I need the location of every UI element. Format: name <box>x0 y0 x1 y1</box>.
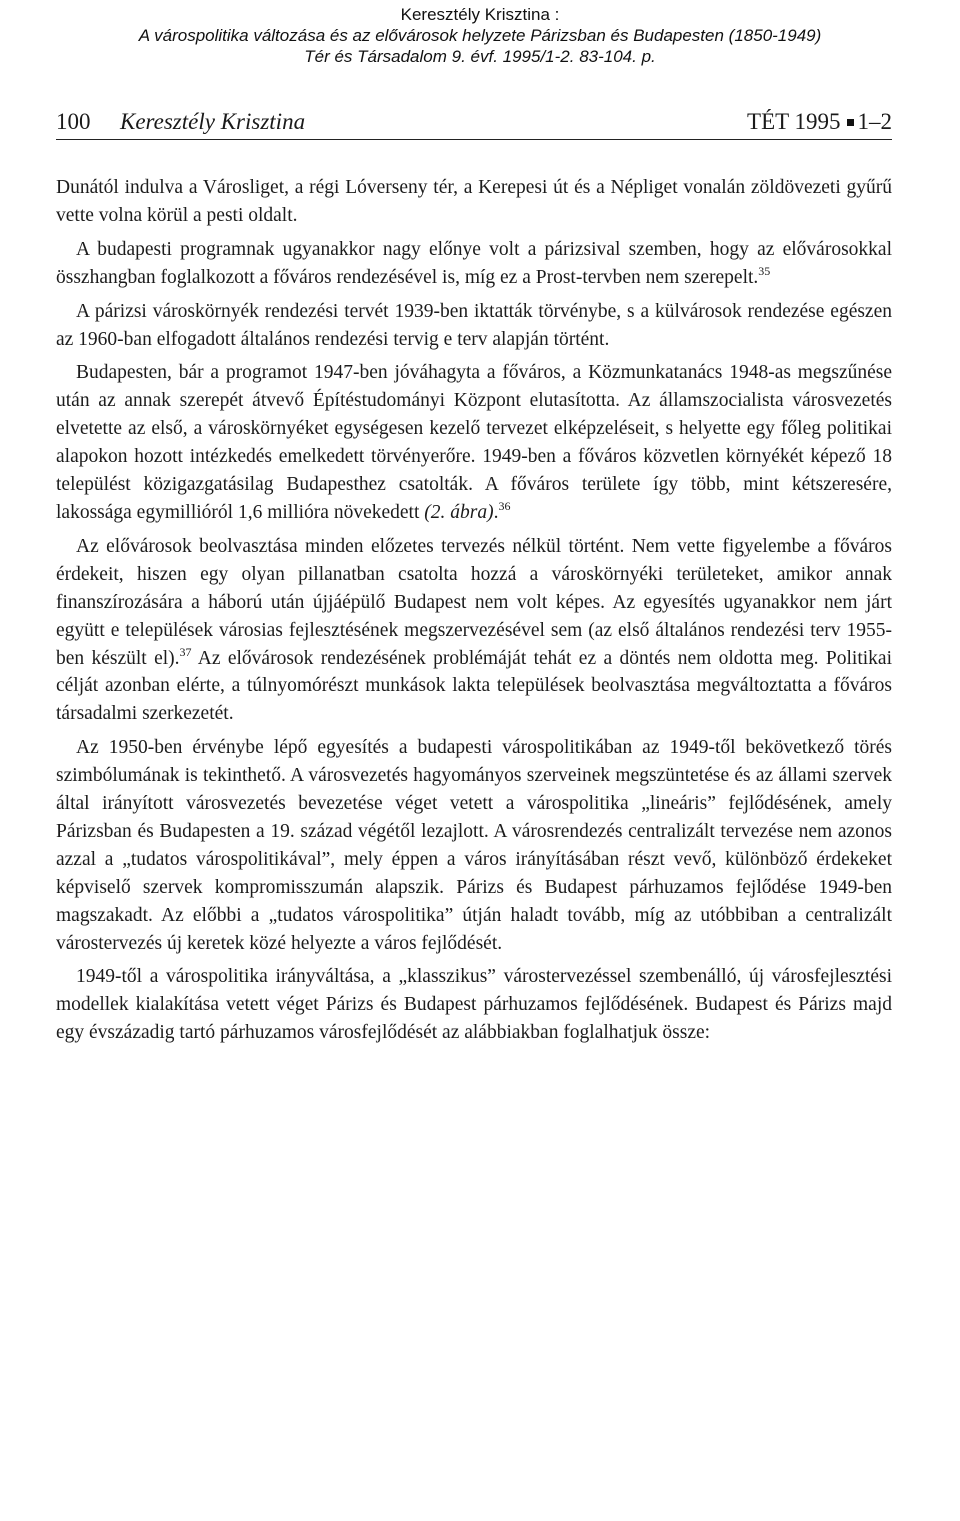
paragraph <box>56 174 892 230</box>
paragraph <box>56 963 892 1047</box>
paragraph-text: 1949-től a várospolitika irányváltása, a „klasszikus” várostervezéssel szembenálló, új városfejlesztési modellek kialakítása vetett véget Párizs és Budapest párhuzamos fejlődésének. Budapest és Párizs majd egy évszázadig tartó párhuzamos városfejlődését az alábbiakban foglalhatjuk össze: <box>56 966 892 1044</box>
paragraph-text: Dunától indulva a Városliget, a régi Lóverseny tér, a Kerepesi út és a Népliget vonalán zöldövezeti gyűrű vette volna körül a pesti oldalt. <box>56 177 892 226</box>
page-number: 100 <box>56 109 91 134</box>
body-text <box>56 174 892 1053</box>
journal-name: TÉT 1995 <box>747 109 841 134</box>
footnote-ref: 35 <box>758 263 771 278</box>
running-head <box>56 109 892 140</box>
footnote-ref: 36 <box>498 498 511 513</box>
paragraph <box>56 236 892 292</box>
citation-title: A várospolitika változása és az elővárosok helyzete Párizsban és Budapesten (1850-1949) <box>138 26 822 45</box>
paragraph <box>56 359 892 526</box>
paragraph-text: Budapesten, bár a programot 1947-ben jóváhagyta a főváros, a Közmunkatanács 1948-as megszűnése után az annak szerepét átvevő Építéstudományi Központ elutasította. Az államszocialista városvezetés elvetette az első, a városkörnyéket egységesen kezelő tervezet elképzeléseit, s helyette egy főleg politikai alapokon hozott intézkedés emelkedett törvényerőre. 1949-ben a főváros közvetlen környékét képező 18 települést közigazgatásilag Budapesthez csatolták. A főváros területe így több, mint kétszeresére, lakossága egymillióról 1,6 millióra növekedett <box>56 362 892 523</box>
footnote-ref: 37 <box>179 644 192 659</box>
citation-header <box>0 4 960 67</box>
paragraph-text: . <box>493 501 499 523</box>
paragraph-text: Az 1950-ben érvénybe lépő egyesítés a budapesti várospolitikában az 1949-től bekövetkező törés szimbólumának is tekinthető. A városvezetés hagyományos szerveinek megszüntetése és az állami szervek által irányított városvezetés bevezetése véget vetett a várospolitika „lineáris” fejlődésének, amely Párizsban és Budapesten a 19. század végétől lezajlott. A városrendezés centralizált tervezése nem azonos azzal a „tudatos várospolitikával”, mely éppen a város irányításában részt vevő, különböző érdekeket képviselő szervek kompromisszumán alapszik. Párizs és Budapest párhuzamos fejlődése 1949-ben magszakadt. Az előbbi a „tudatos várospolitika” útján haladt tovább, míg az utóbbiban a centralizált várostervezés új keretek közé helyezte a város fejlődését. <box>56 737 892 954</box>
square-bullet-icon <box>847 119 854 126</box>
journal-issue: 1–2 <box>857 109 892 134</box>
paragraph-text: Az elővárosok beolvasztása minden előzetes tervezés nélkül történt. Nem vette figyelembe a főváros érdekeit, hiszen egy olyan pillanatban csatolta hozzá a városkörnyéki területeket, amikor annak finanszírozására a háború után újjáépülő Budapest nem volt képes. Az egyesítés ugyanakkor nem járt együtt e települések városias fejlesztésének megszervezésével sem (az első általános rendezési terv 1955-ben készült el). <box>56 535 892 669</box>
running-head-author: Keresztély Krisztina <box>120 109 306 134</box>
figure-reference: (2. ábra) <box>424 501 494 523</box>
paragraph-text: Az elővárosok rendezésének problémáját tehát ez a döntés nem oldotta meg. Politikai célját azonban elérte, a túlnyomórészt munkások lakta települések beolvasztása megváltoztatta a főváros társadalmi szerkezetét. <box>56 647 892 725</box>
citation-source: Tér és Társadalom 9. évf. 1995/1-2. 83-104. p. <box>304 47 656 66</box>
paragraph <box>56 533 892 728</box>
paragraph-text: A budapesti programnak ugyanakkor nagy előnye volt a párizsival szemben, hogy az elővárosokkal összhangban foglalkozott a főváros rendezésével is, míg ez a Prost-tervben nem szerepelt. <box>56 238 892 288</box>
paragraph <box>56 298 892 354</box>
paragraph-text: A párizsi városkörnyék rendezési tervét 1939-ben iktatták törvénybe, s a külvárosok rendezése egészen az 1960-ban elfogadott általános rendezési tervig e terv alapján történt. <box>56 300 892 350</box>
running-head-journal <box>747 109 892 135</box>
citation-author: Keresztély Krisztina : <box>400 5 560 24</box>
paragraph <box>56 734 892 957</box>
